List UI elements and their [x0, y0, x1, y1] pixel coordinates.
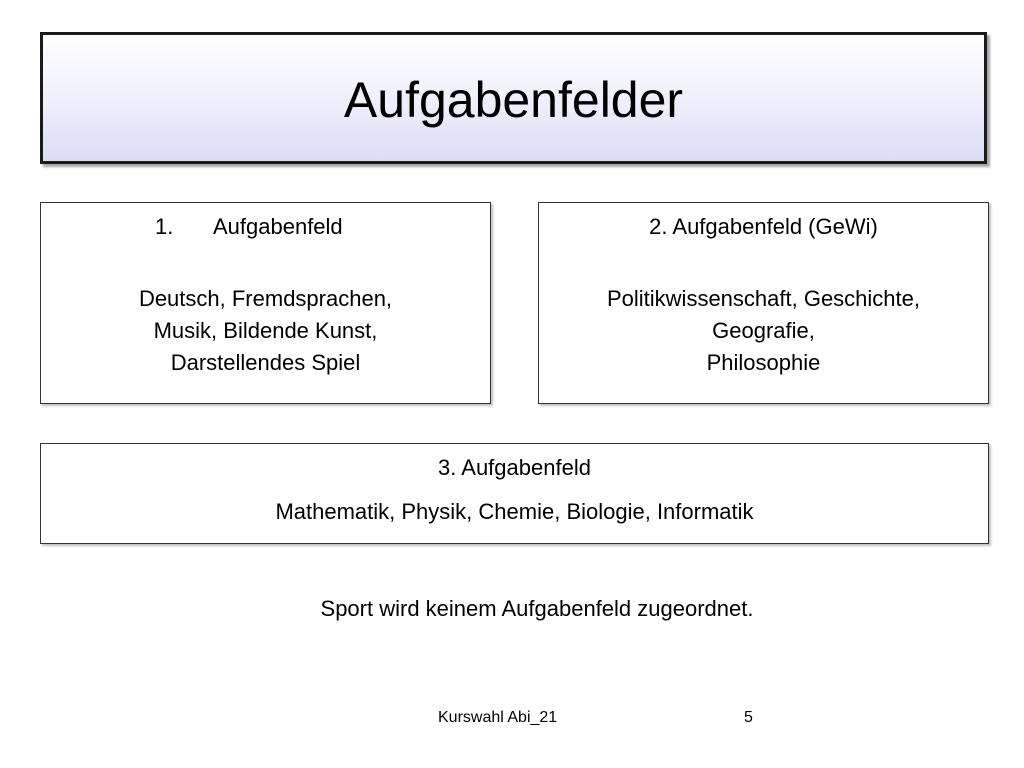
aufgabenfeld-1-subjects — [41, 283, 490, 379]
aufgabenfeld-3-box — [40, 443, 989, 544]
subject-line: Musik, Bildende Kunst, — [153, 318, 378, 343]
aufgabenfeld-3-subjects — [41, 496, 988, 528]
aufgabenfeld-2-box — [538, 202, 989, 404]
slide-title: Aufgabenfelder — [343, 72, 684, 128]
subject-line: Darstellendes Spiel — [170, 350, 361, 375]
subject-line: Politikwissenschaft, Geschichte, — [606, 286, 921, 311]
footer-label: Kurswahl Abi_21 — [438, 709, 558, 726]
page-number: 5 — [744, 709, 753, 726]
subject-line: Philosophie — [706, 350, 821, 375]
aufgabenfeld-2-subjects — [539, 283, 988, 379]
list-number: 1. — [155, 214, 174, 239]
title-box — [40, 32, 987, 164]
sport-note: Sport wird keinem Aufgabenfeld zugeordnet. — [320, 596, 754, 621]
aufgabenfeld-2-heading: 2. Aufgabenfeld (GeWi) — [649, 214, 878, 239]
subject-line: Geografie, — [712, 318, 815, 343]
aufgabenfeld-3-heading: 3. Aufgabenfeld — [438, 455, 591, 480]
subject-line: Mathematik, Physik, Chemie, Biologie, Informatik — [275, 499, 754, 524]
aufgabenfeld-1-box — [40, 202, 491, 404]
subject-line: Deutsch, Fremdsprachen, — [138, 286, 393, 311]
heading-label: Aufgabenfeld — [213, 214, 343, 239]
